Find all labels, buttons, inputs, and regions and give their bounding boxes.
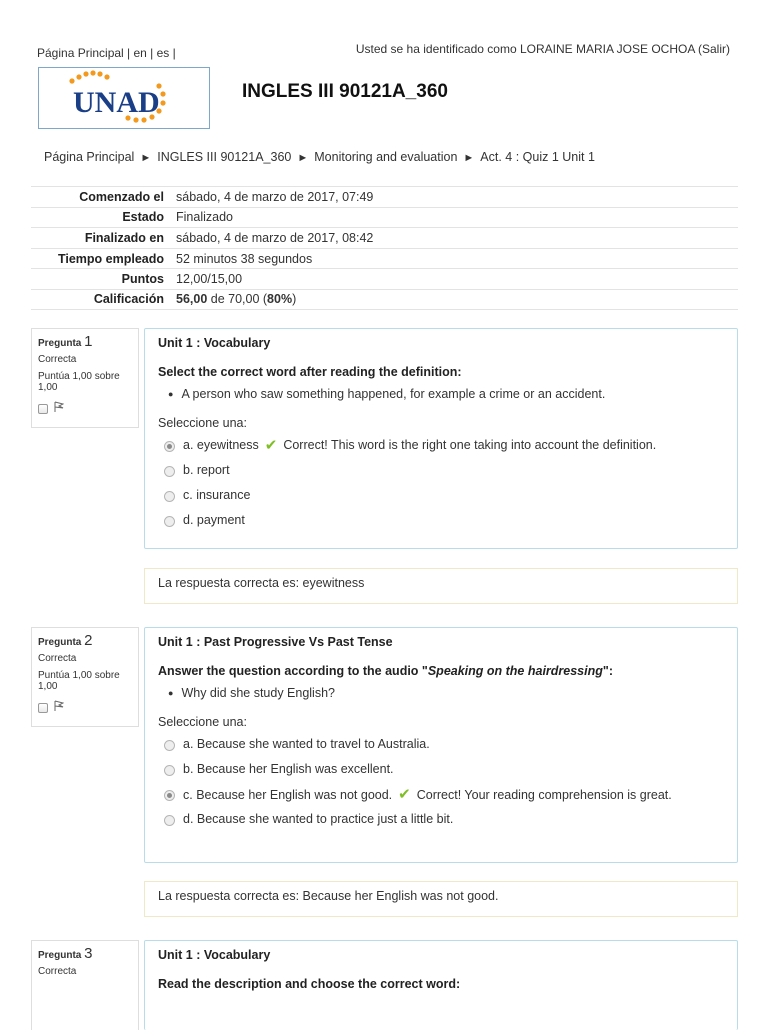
summary-label: Finalizado en: [84, 230, 164, 245]
breadcrumb: [44, 150, 595, 164]
checkbox-icon[interactable]: [38, 404, 48, 414]
question-grade: Puntúa 1,00 sobre 1,00: [38, 670, 120, 692]
radio-button[interactable]: [164, 815, 175, 826]
summary-row: [31, 227, 738, 248]
flag-icon[interactable]: [54, 401, 64, 416]
radio-button[interactable]: [164, 441, 175, 452]
summary-row: [31, 248, 738, 269]
radio-button[interactable]: [164, 790, 175, 801]
breadcrumb-separator: ►: [297, 152, 309, 164]
radio-button[interactable]: [164, 516, 175, 527]
grade-max: de 70,00 (: [207, 292, 268, 307]
question-label: Pregunta: [38, 338, 82, 349]
answer-option[interactable]: [158, 438, 724, 453]
question-state: Correcta: [38, 653, 77, 664]
question-subtitle: Unit 1 : Vocabulary: [158, 948, 271, 962]
summary-row: [31, 186, 738, 207]
radio-button[interactable]: [164, 491, 175, 502]
option-text: d. Because she wanted to practice just a little bit.: [183, 812, 454, 826]
question-actions: [38, 700, 132, 715]
option-text: c. insurance: [183, 488, 251, 502]
option-text: d. payment: [183, 513, 245, 527]
answer-prompt: Seleccione una:: [158, 715, 247, 729]
correct-answer-feedback: La respuesta correcta es: Because her English was not good.: [144, 881, 738, 917]
logo-wordmark: UNAD: [73, 86, 160, 119]
question-number: 2: [84, 632, 93, 649]
question-bullet: [168, 387, 724, 402]
check-icon: ✔: [264, 437, 278, 454]
bullet-icon: ●: [168, 389, 174, 399]
question-text: [158, 664, 724, 678]
breadcrumb-home[interactable]: Página Principal: [44, 150, 135, 164]
answer-prompt: Seleccione una:: [158, 416, 247, 430]
grade-close: ): [292, 292, 297, 307]
grade-score: 56,00: [176, 292, 208, 307]
radio-button[interactable]: [164, 740, 175, 751]
option-feedback: Correct! This word is the right one taking into account the definition.: [283, 438, 657, 452]
breadcrumb-activity[interactable]: Act. 4 : Quiz 1 Unit 1: [480, 150, 595, 164]
flag-icon[interactable]: [54, 700, 64, 715]
question-grade: Puntúa 1,00 sobre 1,00: [38, 371, 120, 393]
unad-logo[interactable]: [38, 67, 210, 129]
bullet-text: Why did she study English?: [181, 686, 335, 700]
summary-label: Estado: [122, 210, 164, 225]
answer-option[interactable]: [158, 488, 724, 503]
page-title: INGLES III 90121A_360: [242, 81, 448, 102]
question-info: [31, 940, 139, 1030]
question-label: Pregunta: [38, 950, 82, 961]
login-info: Usted se ha identificado como LORAINE MARIA JOSE OCHOA (Salir): [355, 42, 730, 56]
bullet-icon: ●: [168, 688, 174, 698]
summary-value: sábado, 4 de marzo de 2017, 08:42: [176, 230, 374, 245]
option-text-block: [183, 787, 672, 803]
question-info: [31, 627, 139, 727]
question-bullet: [168, 686, 724, 701]
grade-value: [176, 292, 296, 306]
summary-label: Puntos: [121, 272, 164, 287]
option-text: b. Because her English was excellent.: [183, 762, 394, 776]
question-subtitle: Unit 1 : Past Progressive Vs Past Tense: [158, 635, 393, 649]
summary-label: Comenzado el: [79, 189, 164, 204]
attempt-summary-table: [31, 186, 738, 310]
summary-value: Finalizado: [176, 210, 233, 225]
answer-option[interactable]: [158, 463, 724, 478]
option-feedback: Correct! Your reading comprehension is great.: [416, 788, 672, 802]
question-state: Correcta: [38, 354, 77, 365]
question-label: Pregunta: [38, 637, 82, 648]
answer-option[interactable]: [158, 812, 724, 827]
check-icon: ✔: [398, 786, 411, 803]
question-content: [144, 940, 738, 1030]
answer-option[interactable]: [158, 737, 724, 752]
question-number: 1: [84, 333, 93, 350]
checkbox-icon[interactable]: [38, 703, 48, 713]
question-subtitle: Unit 1 : Vocabulary: [158, 336, 271, 350]
bullet-text: A person who saw something happened, for example a crime or an accident.: [181, 387, 606, 401]
radio-button[interactable]: [164, 466, 175, 477]
summary-value: sábado, 4 de marzo de 2017, 07:49: [176, 189, 374, 204]
question-text-start: Answer the question according to the audio ": [158, 664, 428, 678]
summary-value: 12,00/15,00: [176, 272, 243, 287]
question-text-end: ":: [602, 664, 613, 678]
grade-percent: 80%: [267, 292, 293, 307]
summary-label: Tiempo empleado: [57, 251, 164, 266]
question-info: [31, 328, 139, 428]
summary-row: [31, 207, 738, 228]
breadcrumb-course[interactable]: INGLES III 90121A_360: [157, 150, 292, 164]
breadcrumb-separator: ►: [140, 152, 152, 164]
question-state: Correcta: [38, 966, 77, 977]
question-content: [144, 328, 738, 549]
breadcrumb-section[interactable]: Monitoring and evaluation: [314, 150, 458, 164]
option-text: a. eyewitness: [183, 438, 259, 452]
audio-title: Speaking on the hairdressing: [427, 664, 603, 678]
top-nav-links[interactable]: Página Principal | en | es |: [37, 46, 176, 60]
option-text: a. Because she wanted to travel to Australia.: [183, 737, 430, 751]
question-actions: [38, 401, 132, 416]
correct-answer-feedback: La respuesta correcta es: eyewitness: [144, 568, 738, 604]
question-number: 3: [84, 945, 93, 962]
answer-option[interactable]: [158, 787, 724, 803]
answer-option[interactable]: [158, 513, 724, 528]
question-text: Read the description and choose the correct word:: [158, 977, 461, 991]
radio-button[interactable]: [164, 765, 175, 776]
option-text: c. Because her English was not good.: [183, 788, 393, 802]
question-content: [144, 627, 738, 863]
summary-row: [31, 268, 738, 289]
summary-value: 52 minutos 38 segundos: [176, 251, 313, 266]
summary-label: Calificación: [93, 292, 164, 307]
answer-option[interactable]: [158, 762, 724, 777]
question-text: Select the correct word after reading the definition:: [158, 365, 462, 379]
option-text: b. report: [183, 463, 230, 477]
summary-row: [31, 289, 738, 310]
breadcrumb-separator: ►: [463, 152, 475, 164]
